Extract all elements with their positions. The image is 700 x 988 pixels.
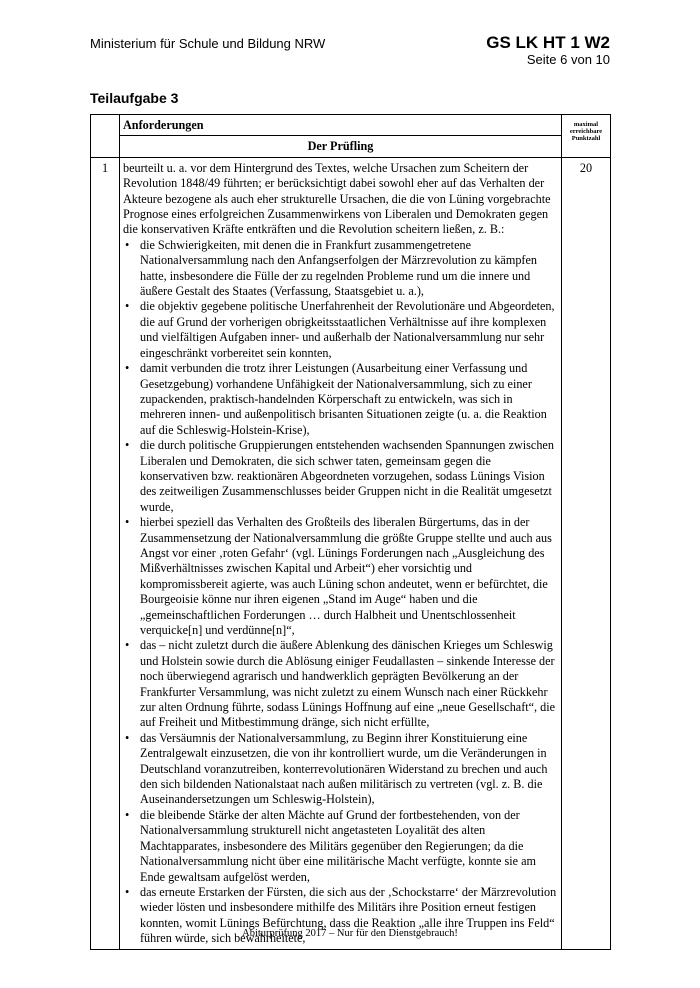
row-number: 1 bbox=[91, 157, 120, 949]
table-header-row bbox=[91, 115, 611, 136]
list-item: • die durch politische Gruppierungen entstehenden wachsenden Spannungen zwischen Liberalen und Demokraten, die sich schwer taten, gemeinsam gegen die konservativen bzw. reaktionären Abgeordneten vorzugehen, sodass Lünings Vision des zeitweiligen Zusammenschlusses beider Gruppen nicht in die Realität umgesetzt wurde, bbox=[123, 438, 557, 515]
list-item: • die bleibende Stärke der alten Mächte auf Grund der fortbestehenden, von der Nationalversammlung strukturell nicht angetasteten Loyalität des alten Machtapparates, insbesondere des Militärs gegenüber den Regierungen; da die Nationalversammlung nicht über eine militärische Macht verfügte, konnte sie am Ende gewaltsam aufgelöst werden, bbox=[123, 808, 557, 885]
task-title: Teilaufgabe 3 bbox=[90, 90, 179, 106]
requirement-text bbox=[120, 157, 562, 949]
points-header: maximal erreichbare Punktzahl bbox=[562, 115, 611, 158]
list-item: • hierbei speziell das Verhalten des Großteils des liberalen Bürgertums, das in der Zusammensetzung der Nationalversammlung die größte Gruppe stellte und auch aus Angst vor einer ‚roten Gefahr‘ (vgl. Lünings Forderungen nach „Ausgleichung des Mißverhältnisses zwischen Kapital und Arbeit“) eher vorsichtig und kompromissbereit agierte, was auch Lüning schon andeutet, wenn er befürchtet, die Bourgeoisie könne nur ihren eigenen „Stand im Auge“ haben und die „gemeinschaftlichen Forderungen … durch Halbheit und Unentschlossenheit verquicke[n] und verdünne[n]“, bbox=[123, 515, 557, 638]
number-header-cell bbox=[91, 115, 120, 158]
list-item: • das Versäumnis der Nationalversammlung, zu Beginn ihrer Konstituierung eine Zentralgewalt einzusetzen, die von ihr kontrolliert wurde, um die Veränderungen in Deutschland voranzutreiben, konterrevolutionären Widerstand zu brechen und auch den sich bildenden Nationalstaat nach außen militärisch zu vertreten (vgl. z. B. die Auseinandersetzungen um Schleswig-Holstein), bbox=[123, 731, 557, 808]
exam-code: GS LK HT 1 W2 bbox=[486, 33, 610, 52]
page-header bbox=[90, 33, 610, 76]
table-row bbox=[91, 157, 611, 949]
page-footer: Abiturprüfung 2017 – Nur für den Dienstgebrauch! bbox=[242, 928, 458, 939]
requirement-bullet-list bbox=[123, 238, 557, 947]
requirements-table bbox=[90, 114, 611, 950]
list-item: • damit verbunden die trotz ihrer Leistungen (Ausarbeitung einer Verfassung und Gesetzgebung) vorhandene Unfähigkeit der Nationalversammlung, sich zu einer zupackenden, praktisch-handelnden Körperschaft zu entwickeln, was sich in mehreren innen- und außenpolitisch brisanten Situationen zeigte (u. a. die Reaktion auf die Schleswig-Holstein-Krise), bbox=[123, 361, 557, 438]
list-item: • das – nicht zuletzt durch die äußere Ablenkung des dänischen Krieges um Schleswig und Holstein sowie durch die Ablösung einiger Feudallasten – sinkende Interesse der noch überwiegend agrarisch und handwerklich geprägten Bevölkerung an der Frankfurter Versammlung, was nicht zuletzt zu einem Wunsch nach einer Rückkehr zur alten Ordnung führte, sodass Lünings Hoffnung auf eine „neue Gesellschaft“, die auf Freiheit und Mitbestimmung dränge, sich nicht erfüllte, bbox=[123, 638, 557, 730]
table-subheader-row bbox=[91, 136, 611, 157]
list-item: • das erneute Erstarken der Fürsten, die sich aus der ‚Schockstarre‘ der Märzrevolution wieder lösten und insbesondere mithilfe des Militärs ihre Position erneut festigen konnten, womit Lünings Befürchtung, dass die Reaktion „alle ihre Truppen ins Feld“ führen würde, sich bewahrheitete, bbox=[123, 885, 557, 947]
list-item: • die objektiv gegebene politische Unerfahrenheit der Revolutionäre und Abgeordeten, die auf Grund der vorherigen obrigkeitsstaatlichen Verhältnisse auf ihre komplexen und vielfältigen Aufgaben inner- und außerhalb der Nationalversammlung nur sehr eingeschränkt vorbereitet sein konnten, bbox=[123, 299, 557, 361]
pruefling-header: Der Prüfling bbox=[120, 136, 562, 157]
requirements-header: Anforderungen bbox=[120, 115, 562, 136]
row-points: 20 bbox=[562, 157, 611, 949]
page-number: Seite 6 von 10 bbox=[526, 52, 610, 67]
list-item: • die Schwierigkeiten, mit denen die in Frankfurt zusammengetretene Nationalversammlung nach den Anfangserfolgen der Märzrevolution zu kämpfen hatte, insbesondere die Fülle der zu regelnden Probleme rund um die innere und äußere Gestalt des Staates (Verfassung, Staatsgebiet u. a.), bbox=[123, 238, 557, 300]
ministry-name: Ministerium für Schule und Bildung NRW bbox=[90, 36, 326, 51]
requirement-intro: beurteilt u. a. vor dem Hintergrund des Textes, welche Ursachen zum Scheitern der Revolution 1848/49 führten; er berücksichtigt dabei sowohl eher auf das Verhalten der Akteure bezogene als auch eher strukturelle Ursachen, die die von Lüning vorgebrachte Prognose eines erfolgreichen Zusammenwirkens von Liberalen und Demokraten gegen die konservativen Kräfte entkräften und die Revolution scheitern ließen, z. B.: bbox=[123, 160, 551, 237]
